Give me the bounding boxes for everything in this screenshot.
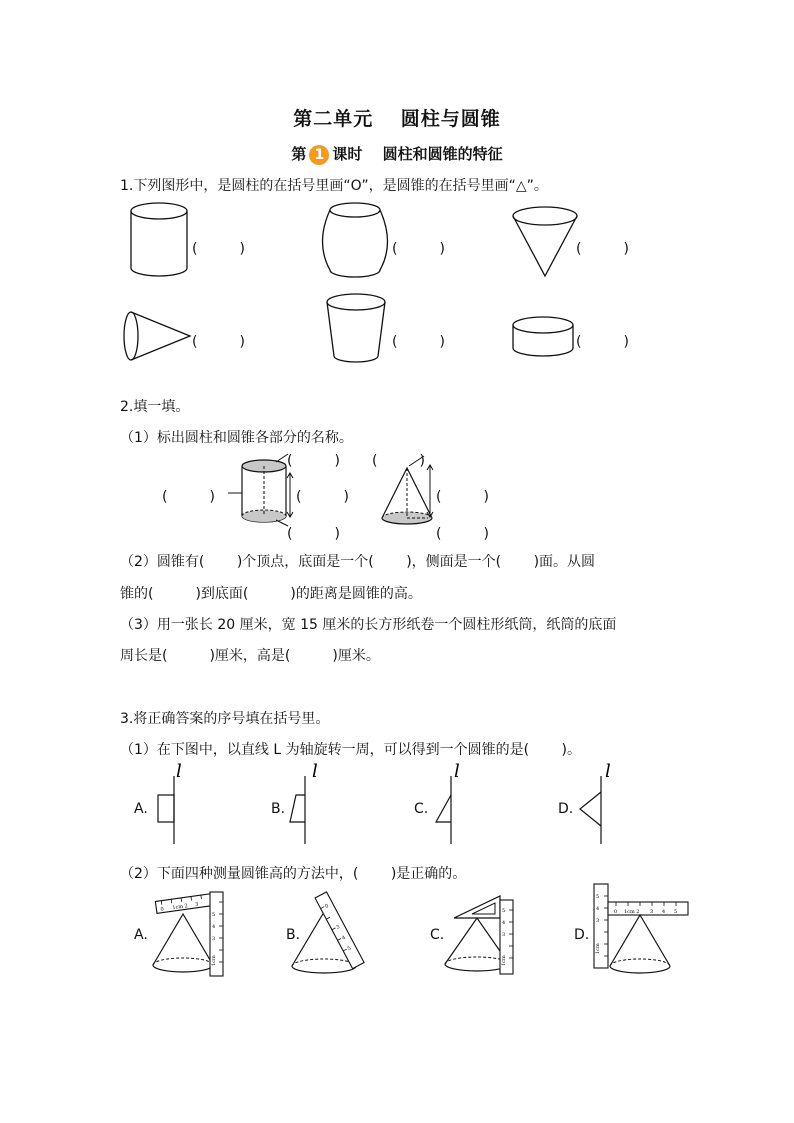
ruler-a-v-label-5: 5: [212, 912, 216, 918]
q1-shape-cone-inverted: [512, 206, 582, 278]
ruler-b-label-3: 3: [335, 924, 342, 931]
q3-part1: （1）在下图中，以直线 L 为轴旋转一周，可以得到一个圆锥的是( )。: [120, 742, 581, 758]
q2-part3-line2: 周长是( )厘米，高是( )厘米。: [120, 648, 380, 664]
rotation-figure-d: [572, 761, 612, 844]
q2-part2-line2: 锥的( )到底面( )的距离是圆锥的高。: [120, 586, 422, 602]
measure-figure-c: [442, 890, 532, 980]
q3-opt-d: D.: [558, 801, 574, 817]
ruler-a-v-label-3: 3: [212, 936, 216, 942]
rotation-figure-a: [150, 761, 190, 844]
q3-part2: （2）下面四种测量圆锥高的方法中，( )是正确的。: [120, 866, 467, 882]
q3-measure-opt-d: D.: [574, 927, 590, 943]
ruler-d-v-label-4: 4: [596, 906, 600, 912]
q3-opt-c: C.: [414, 801, 429, 817]
ruler-c-label-5: 5: [502, 908, 506, 914]
q2-label-apex[interactable]: ( ): [372, 453, 425, 469]
page-title: 第二单元 圆柱与圆锥: [293, 108, 501, 130]
q3-opt-b: B.: [271, 801, 286, 817]
q1-shape-cup: [326, 292, 388, 364]
q2-label-top[interactable]: ( ): [287, 453, 340, 469]
q1-blank-6[interactable]: ( ): [576, 334, 629, 350]
q1-shape-cylinder-tall: [130, 202, 190, 278]
ruler-a-label-1: 1cm 2: [172, 903, 189, 912]
ruler-a-v-unit: 1cm: [211, 955, 217, 966]
q1-blank-4[interactable]: ( ): [192, 334, 245, 350]
lesson-subtitle: [0, 143, 794, 165]
q1-text: 1.下列图形中，是圆柱的在括号里画“O”，是圆锥的在括号里画“△”。: [120, 178, 548, 194]
ruler-d-h-label-3: 3: [650, 909, 654, 915]
q2-part3-line1: （3）用一张长 20 厘米，宽 15 厘米的长方形纸卷一个圆柱形纸筒，纸筒的底面: [120, 617, 617, 633]
ruler-d-v-label-5: 5: [596, 894, 600, 900]
q1-shape-barrel: [323, 202, 389, 278]
lesson-title: 课时 圆柱和圆锥的特征: [332, 145, 503, 163]
q2-part2-line1: （2）圆锥有( )个顶点，底面是一个( )，侧面是一个( )面。从圆: [120, 554, 596, 570]
measure-figure-b: [288, 890, 378, 980]
q2-label-side[interactable]: ( ): [162, 489, 215, 505]
q3-measure-opt-a: A.: [134, 927, 148, 943]
q1-blank-5[interactable]: ( ): [392, 334, 445, 350]
measure-figure-a: [150, 890, 240, 980]
q3-title: 3.将正确答案的序号填在括号里。: [120, 711, 330, 727]
ruler-d-v-label-3: 3: [596, 918, 600, 924]
q2-label-cone-height[interactable]: ( ): [436, 489, 489, 505]
q1-blank-2[interactable]: ( ): [392, 241, 445, 257]
axis-label-b: l: [312, 761, 318, 782]
q2-part1: （1）标出圆柱和圆锥各部分的名称。: [120, 430, 353, 446]
q2-title: 2.填一填。: [120, 399, 190, 415]
q2-label-bottom[interactable]: ( ): [287, 526, 340, 542]
q2-label-radius[interactable]: ( ): [436, 526, 489, 542]
q3-measure-opt-c: C.: [430, 927, 445, 943]
q2-label-cyl-height[interactable]: ( ): [296, 489, 349, 505]
q3-opt-a: A.: [134, 801, 148, 817]
ruler-a-label-0: 0: [160, 906, 165, 913]
ruler-c-v-unit: 1cm: [501, 955, 507, 966]
ruler-d-h-label-4: 4: [662, 909, 666, 915]
axis-label-c: l: [454, 761, 460, 782]
lesson-prefix: 第: [291, 145, 307, 163]
ruler-d-h-label-0: 0: [614, 909, 618, 915]
ruler-b-label-5: 5: [346, 945, 353, 953]
q1-blank-1[interactable]: ( ): [192, 241, 245, 257]
ruler-d-h-label-5: 5: [674, 909, 678, 915]
measure-figure-d: [592, 882, 692, 972]
axis-label-a: l: [176, 761, 182, 782]
q1-shape-cylinder-flat: [512, 316, 576, 360]
ruler-d-v-unit: 1cm: [595, 943, 601, 954]
q1-shape-cone-sideways: [122, 310, 192, 364]
ruler-b-label-4: 4: [341, 934, 347, 942]
rotation-figure-b: [286, 761, 326, 844]
lesson-number-badge: 1: [309, 145, 329, 165]
rotation-figure-c: [428, 761, 468, 844]
ruler-c-label-3: 3: [502, 932, 506, 938]
q1-blank-3[interactable]: ( ): [576, 241, 629, 257]
ruler-a-label-3: 3: [194, 901, 199, 908]
ruler-d-h-label-1: 1cm 2: [624, 909, 640, 915]
q3-measure-opt-b: B.: [286, 927, 301, 943]
ruler-a-v-label-4: 4: [212, 924, 216, 930]
ruler-b-label-0: 0: [324, 902, 330, 910]
ruler-c-label-4: 4: [502, 920, 506, 926]
axis-label-d: l: [605, 761, 611, 782]
